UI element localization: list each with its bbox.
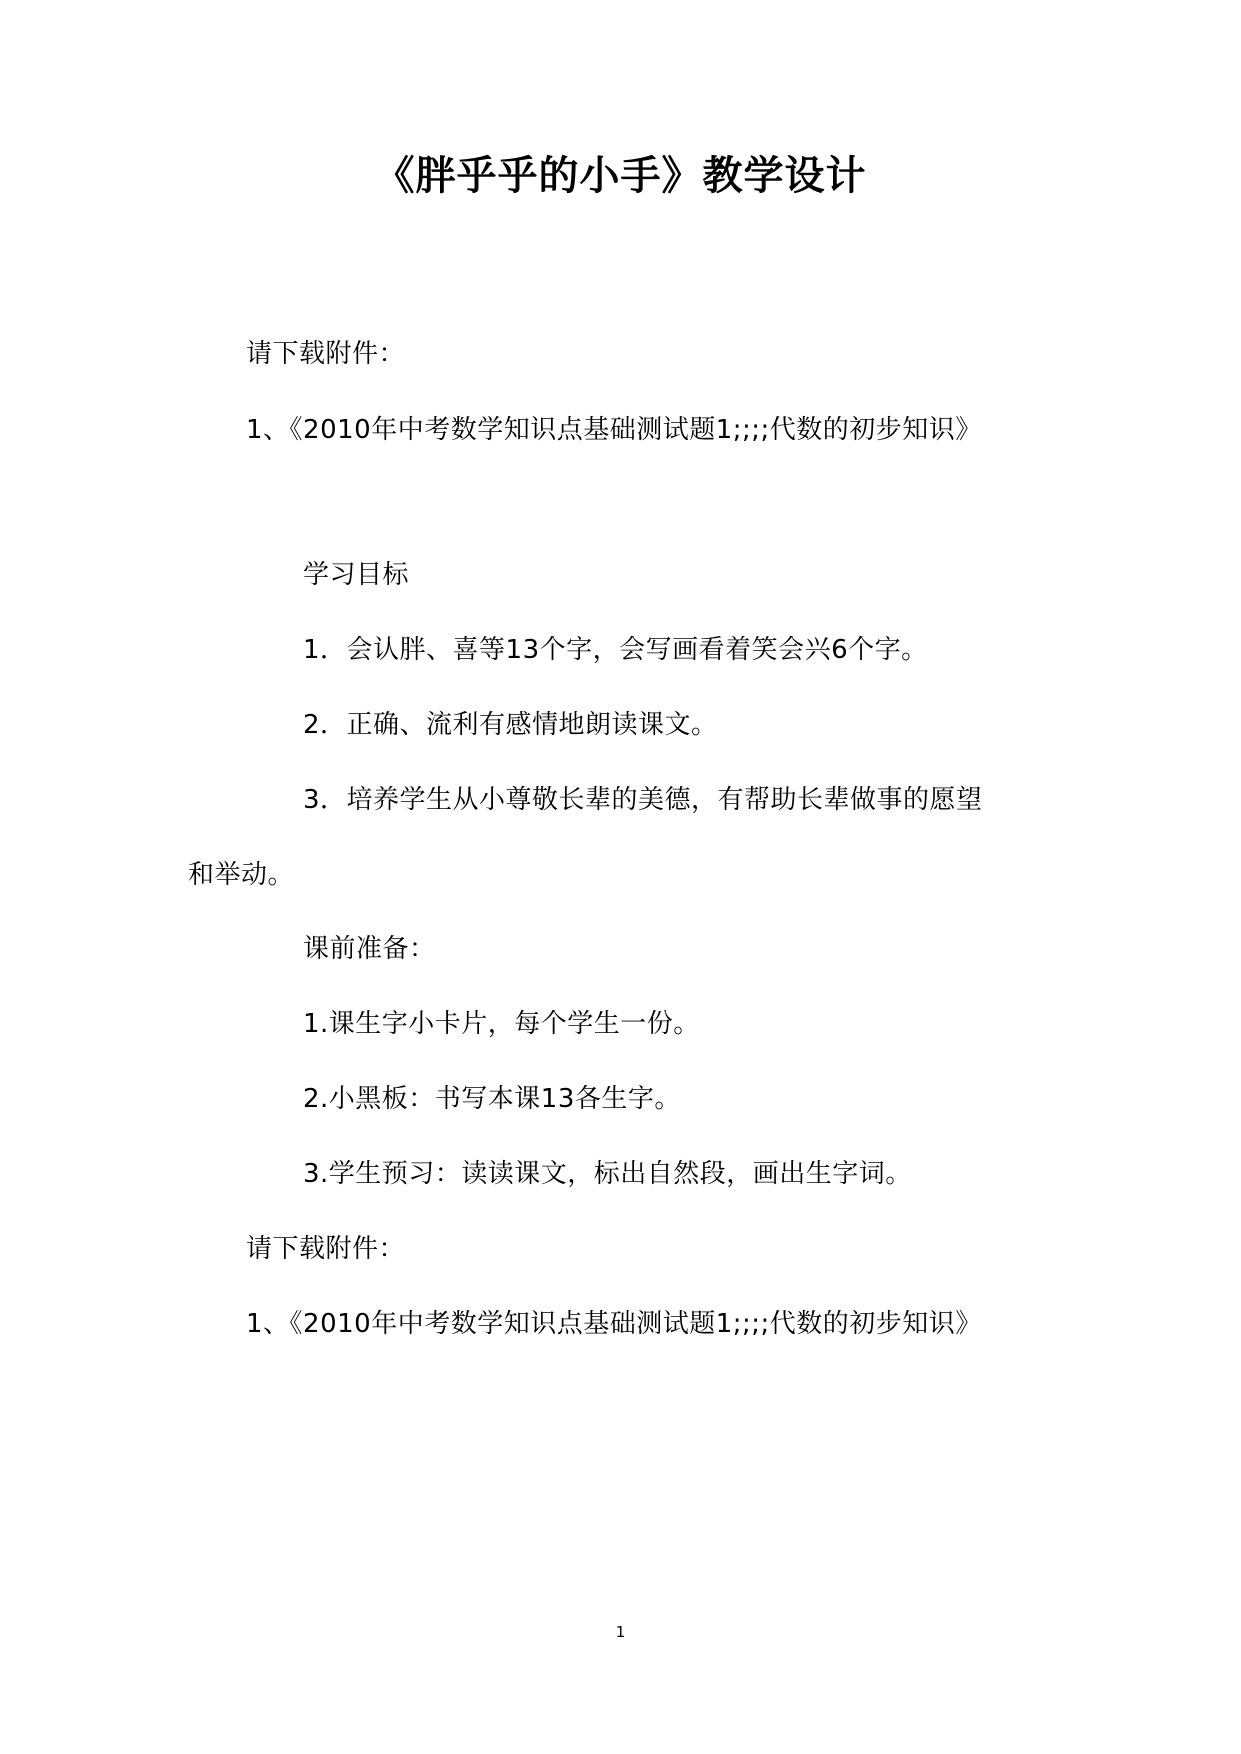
document-title: 《胖乎乎的小手》教学设计: [374, 152, 867, 199]
download-label: 请下载附件：: [246, 1234, 406, 1264]
objective-item: 3．培养学生从小尊敬长辈的美德，有帮助长辈做事的愿望: [303, 785, 983, 815]
attachment-link[interactable]: 1、《2010年中考数学知识点基础测试题1;;;;代数的初步知识》: [246, 415, 982, 445]
objective-item: 1．会认胖、喜等13个字，会写画看着笑会兴6个字。: [303, 635, 928, 665]
objective-item-continuation: 和举动。: [188, 860, 295, 890]
preparation-item: 2.小黑板：书写本课13各生字。: [303, 1084, 681, 1114]
preparation-heading: 课前准备：: [303, 934, 436, 964]
preparation-item: 1.课生字小卡片，每个学生一份。: [303, 1009, 700, 1039]
page-number: 1: [615, 1623, 626, 1641]
objectives-heading: 学习目标: [303, 560, 410, 590]
preparation-item: 3.学生预习：读读课文，标出自然段，画出生字词。: [303, 1159, 912, 1189]
download-label: 请下载附件：: [246, 339, 406, 369]
objective-item: 2．正确、流利有感情地朗读课文。: [303, 710, 718, 740]
attachment-link[interactable]: 1、《2010年中考数学知识点基础测试题1;;;;代数的初步知识》: [246, 1309, 982, 1339]
